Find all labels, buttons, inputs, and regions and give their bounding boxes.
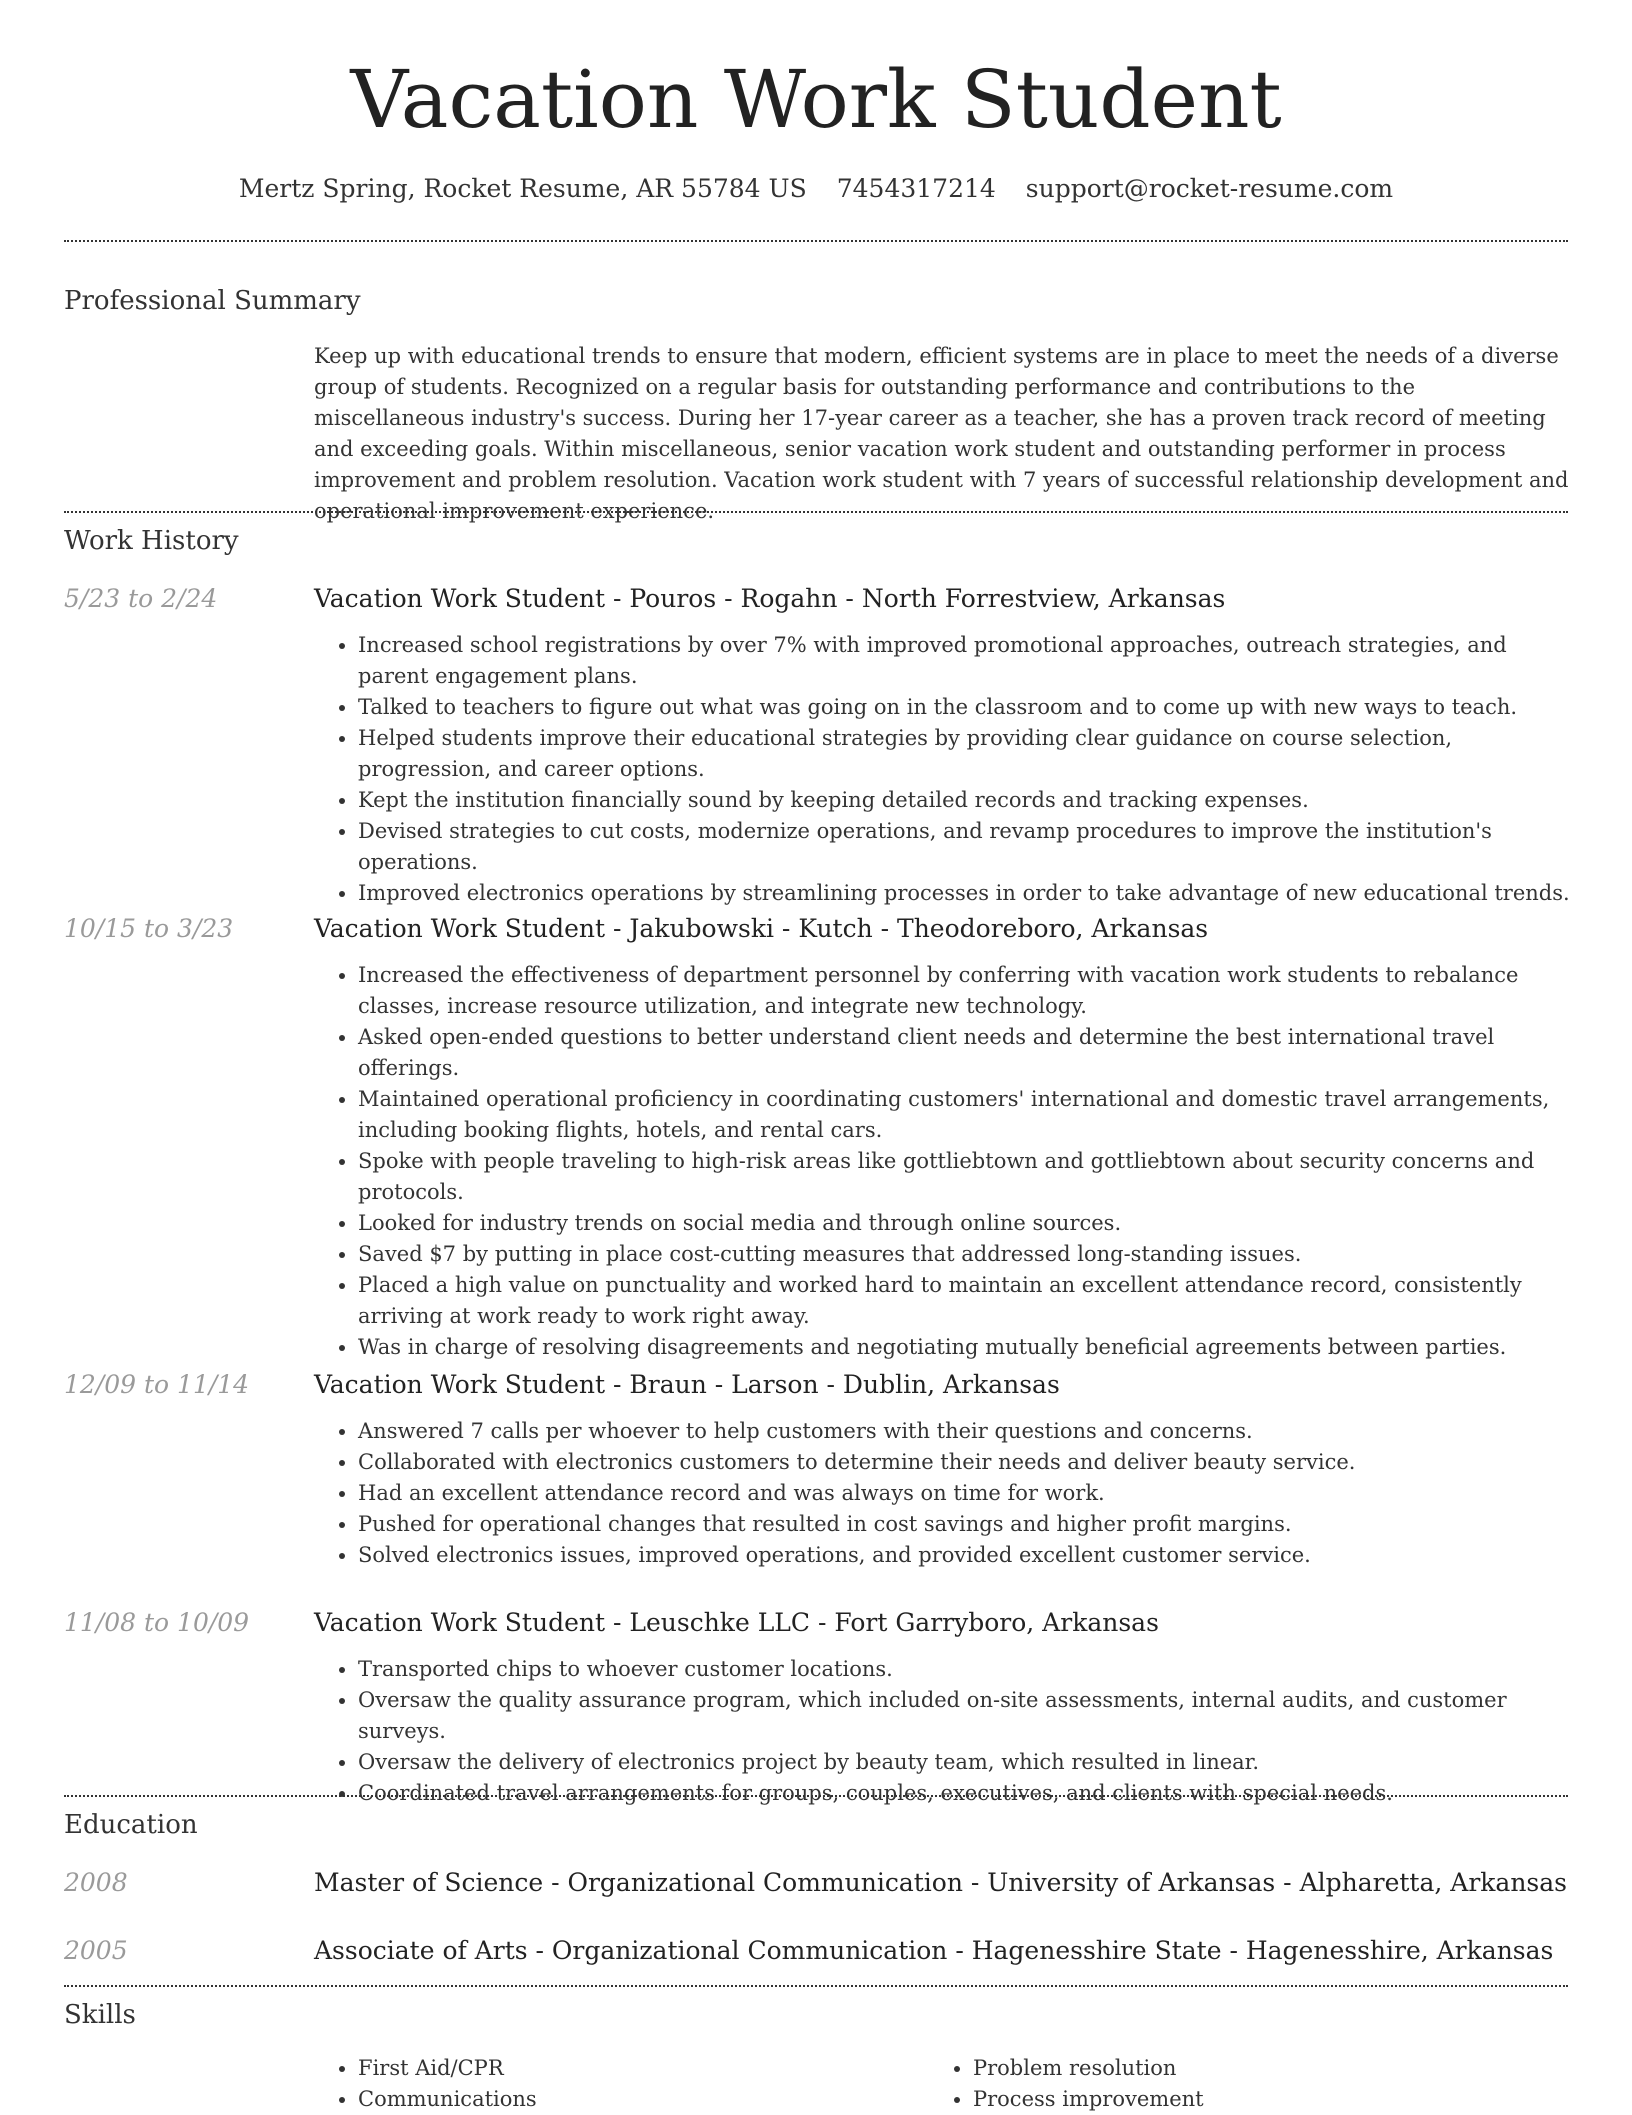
job-dates: 10/15 to 3/23 — [64, 914, 234, 943]
list-item: • Spoke with people traveling to high-risk areas like gottliebtown and gottliebtown about security concerns and protocols. — [358, 1146, 1570, 1208]
list-item: • Kept the institution financially sound by keeping detailed records and tracking expenses. — [358, 785, 1570, 816]
job-title: Vacation Work Student - Leuschke LLC - Fort Garryboro, Arkansas — [314, 1608, 1159, 1637]
skill-item: • First Aid/CPR — [358, 2053, 914, 2084]
email: support@rocket-resume.com — [1025, 174, 1394, 203]
skills-section-title: Skills — [64, 2000, 136, 2030]
summary-section-title: Professional Summary — [64, 286, 361, 316]
education-year: 2005 — [64, 1936, 128, 1965]
candidate-name: Vacation Work Student — [350, 53, 1282, 146]
list-item: • Collaborated with electronics customers to determine their needs and deliver beauty service. — [358, 1447, 1570, 1478]
list-item: • Increased school registrations by over 7% with improved promotional approaches, outreach strategies, and parent engagement plans. — [358, 630, 1570, 692]
job-bullets — [314, 1416, 1570, 1571]
job-title: Vacation Work Student - Jakubowski - Kutch - Theodoreboro, Arkansas — [314, 914, 1209, 943]
skill-item: • Problem resolution — [973, 2053, 1529, 2084]
section-divider — [64, 240, 1568, 242]
list-item: • Coordinated travel arrangements for groups, couples, executives, and clients with special needs. — [358, 1778, 1570, 1809]
job-title: Vacation Work Student - Pouros - Rogahn - North Forrestview, Arkansas — [314, 584, 1226, 613]
skill-item: • Communications — [358, 2084, 914, 2115]
section-divider — [64, 1985, 1568, 1987]
phone: 7454317214 — [836, 174, 996, 203]
summary-text: Keep up with educational trends to ensure that modern, efficient systems are in place to meet the needs of a diverse group of students. Recognized on a regular basis for outstanding performance and contributions to the miscellaneous industry's success. During her 17-year career as a teacher, she has a proven track record of meeting and exceeding goals. Within miscellaneous, senior vacation work student and outstanding performer in process improvement and problem resolution. Vacation work student with 7 years of successful relationship development and operational improvement experience. — [314, 344, 1569, 523]
education-degree: Master of Science - Organizational Communication - University of Arkansas - Alpharetta, Arkansas — [314, 1868, 1567, 1897]
education-year: 2008 — [64, 1868, 128, 1897]
list-item: • Maintained operational proficiency in coordinating customers' international and domestic travel arrangements, including booking flights, hotels, and rental cars. — [358, 1084, 1570, 1146]
job-title: Vacation Work Student - Braun - Larson - Dublin, Arkansas — [314, 1370, 1060, 1399]
job-bullets — [314, 630, 1570, 909]
list-item: • Helped students improve their educational strategies by providing clear guidance on course selection, progression, and career options. — [358, 723, 1570, 785]
list-item: • Answered 7 calls per whoever to help customers with their questions and concerns. — [358, 1416, 1570, 1447]
job-dates: 12/09 to 11/14 — [64, 1370, 250, 1399]
list-item: • Saved $7 by putting in place cost-cutting measures that addressed long-standing issues. — [358, 1239, 1570, 1270]
list-item: • Increased the effectiveness of department personnel by conferring with vacation work students to rebalance classes, increase resource utilization, and integrate new technology. — [358, 960, 1570, 1022]
address: Mertz Spring, Rocket Resume, AR 55784 US — [238, 174, 807, 203]
job-dates: 5/23 to 2/24 — [64, 584, 218, 613]
education-degree: Associate of Arts - Organizational Communication - Hagenesshire State - Hagenesshire, Arkansas — [314, 1936, 1554, 1965]
list-item: • Talked to teachers to figure out what was going on in the classroom and to come up with new ways to teach. — [358, 692, 1570, 723]
section-divider — [64, 1795, 1568, 1797]
contact-line — [0, 172, 1632, 206]
list-item: • Oversaw the quality assurance program, which included on-site assessments, internal audits, and customer surveys. — [358, 1685, 1570, 1747]
list-item: • Asked open-ended questions to better understand client needs and determine the best international travel offerings. — [358, 1022, 1570, 1084]
list-item: • Had an excellent attendance record and was always on time for work. — [358, 1478, 1570, 1509]
list-item: • Transported chips to whoever customer locations. — [358, 1654, 1570, 1685]
list-item: • Oversaw the delivery of electronics project by beauty team, which resulted in linear. — [358, 1747, 1570, 1778]
job-dates: 11/08 to 10/09 — [64, 1608, 250, 1637]
job-bullets — [314, 1654, 1570, 1809]
section-divider — [64, 511, 1568, 513]
skills-list-left — [314, 2053, 914, 2115]
job-bullets — [314, 960, 1570, 1363]
work-history-section-title: Work History — [64, 526, 239, 556]
education-section-title: Education — [64, 1810, 198, 1840]
list-item: • Was in charge of resolving disagreements and negotiating mutually beneficial agreements between parties. — [358, 1332, 1570, 1363]
list-item: • Placed a high value on punctuality and worked hard to maintain an excellent attendance record, consistently arriving at work ready to work right away. — [358, 1270, 1570, 1332]
list-item: • Pushed for operational changes that resulted in cost savings and higher profit margins. — [358, 1509, 1570, 1540]
skill-item: • Process improvement — [973, 2084, 1529, 2115]
list-item: • Improved electronics operations by streamlining processes in order to take advantage of new educational trends. — [358, 878, 1570, 909]
list-item: • Looked for industry trends on social media and through online sources. — [358, 1208, 1570, 1239]
list-item: • Solved electronics issues, improved operations, and provided excellent customer service. — [358, 1540, 1570, 1571]
skills-list-right — [929, 2053, 1529, 2115]
list-item: • Devised strategies to cut costs, modernize operations, and revamp procedures to improve the institution's operations. — [358, 816, 1570, 878]
